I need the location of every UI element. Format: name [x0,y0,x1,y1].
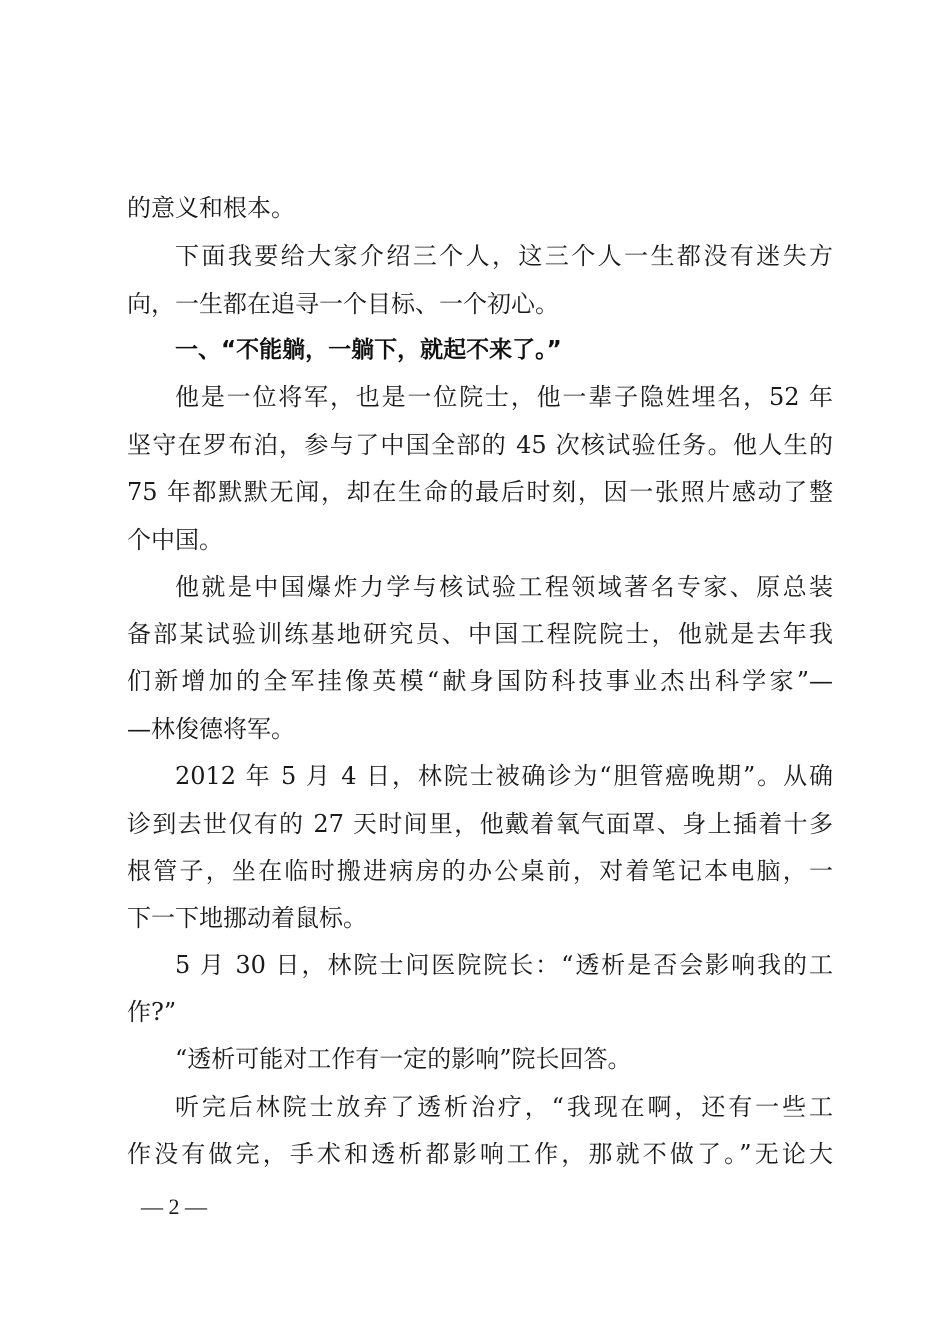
paragraph-line: “透析可能对工作有一定的影响”院长回答。 [175,1045,632,1073]
paragraph-line: 75 年都默默无闻，却在生命的最后时刻，因一张照片感动了整 [127,478,833,506]
paragraph-line: 他是一位将军，也是一位院士，他一辈子隐姓埋名，52 年 [175,383,833,411]
page-number: — 2 — [141,1194,207,1219]
paragraph-line: 向，一生都在追寻一个目标、一个初心。 [127,290,559,318]
paragraph-line: 备部某试验训练基地研究员、中国工程院院士，他就是去年我 [127,620,833,648]
paragraph-line: 听完后林院士放弃了透析治疗，“我现在啊，还有一些工 [175,1093,833,1121]
paragraph-line: 他就是中国爆炸力学与核试验工程领域著名专家、原总装 [175,573,833,601]
paragraph-line: 诊到去世仅有的 27 天时间里，他戴着氧气面罩、身上插着十多 [127,810,833,838]
paragraph-line: 作没有做完，手术和透析都影响工作，那就不做了。”无论大 [127,1140,833,1168]
paragraph-line: 的意义和根本。 [127,194,295,222]
section-heading: 一、“不能躺，一躺下，就起不来了。” [175,337,562,363]
paragraph-line: 下一下地挪动着鼠标。 [127,904,367,932]
paragraph-line: 们新增加的全军挂像英模“献身国防科技事业杰出科学家”— [127,667,833,695]
paragraph-line: 2012 年 5 月 4 日，林院士被确诊为“胆管癌晚期”。从确 [175,762,833,790]
paragraph-line: 坚守在罗布泊，参与了中国全部的 45 次核试验任务。他人生的 [127,431,833,459]
paragraph-line: 5 月 30 日，林院士问医院院长：“透析是否会影响我的工 [175,951,833,979]
paragraph-line: 根管子，坐在临时搬进病房的办公桌前，对着笔记本电脑，一 [127,857,833,885]
paragraph-line: —林俊德将军。 [127,715,295,743]
paragraph-line: 下面我要给大家介绍三个人，这三个人一生都没有迷失方 [175,242,833,270]
paragraph-line: 个中国。 [127,526,223,554]
paragraph-line: 作?” [127,998,177,1026]
